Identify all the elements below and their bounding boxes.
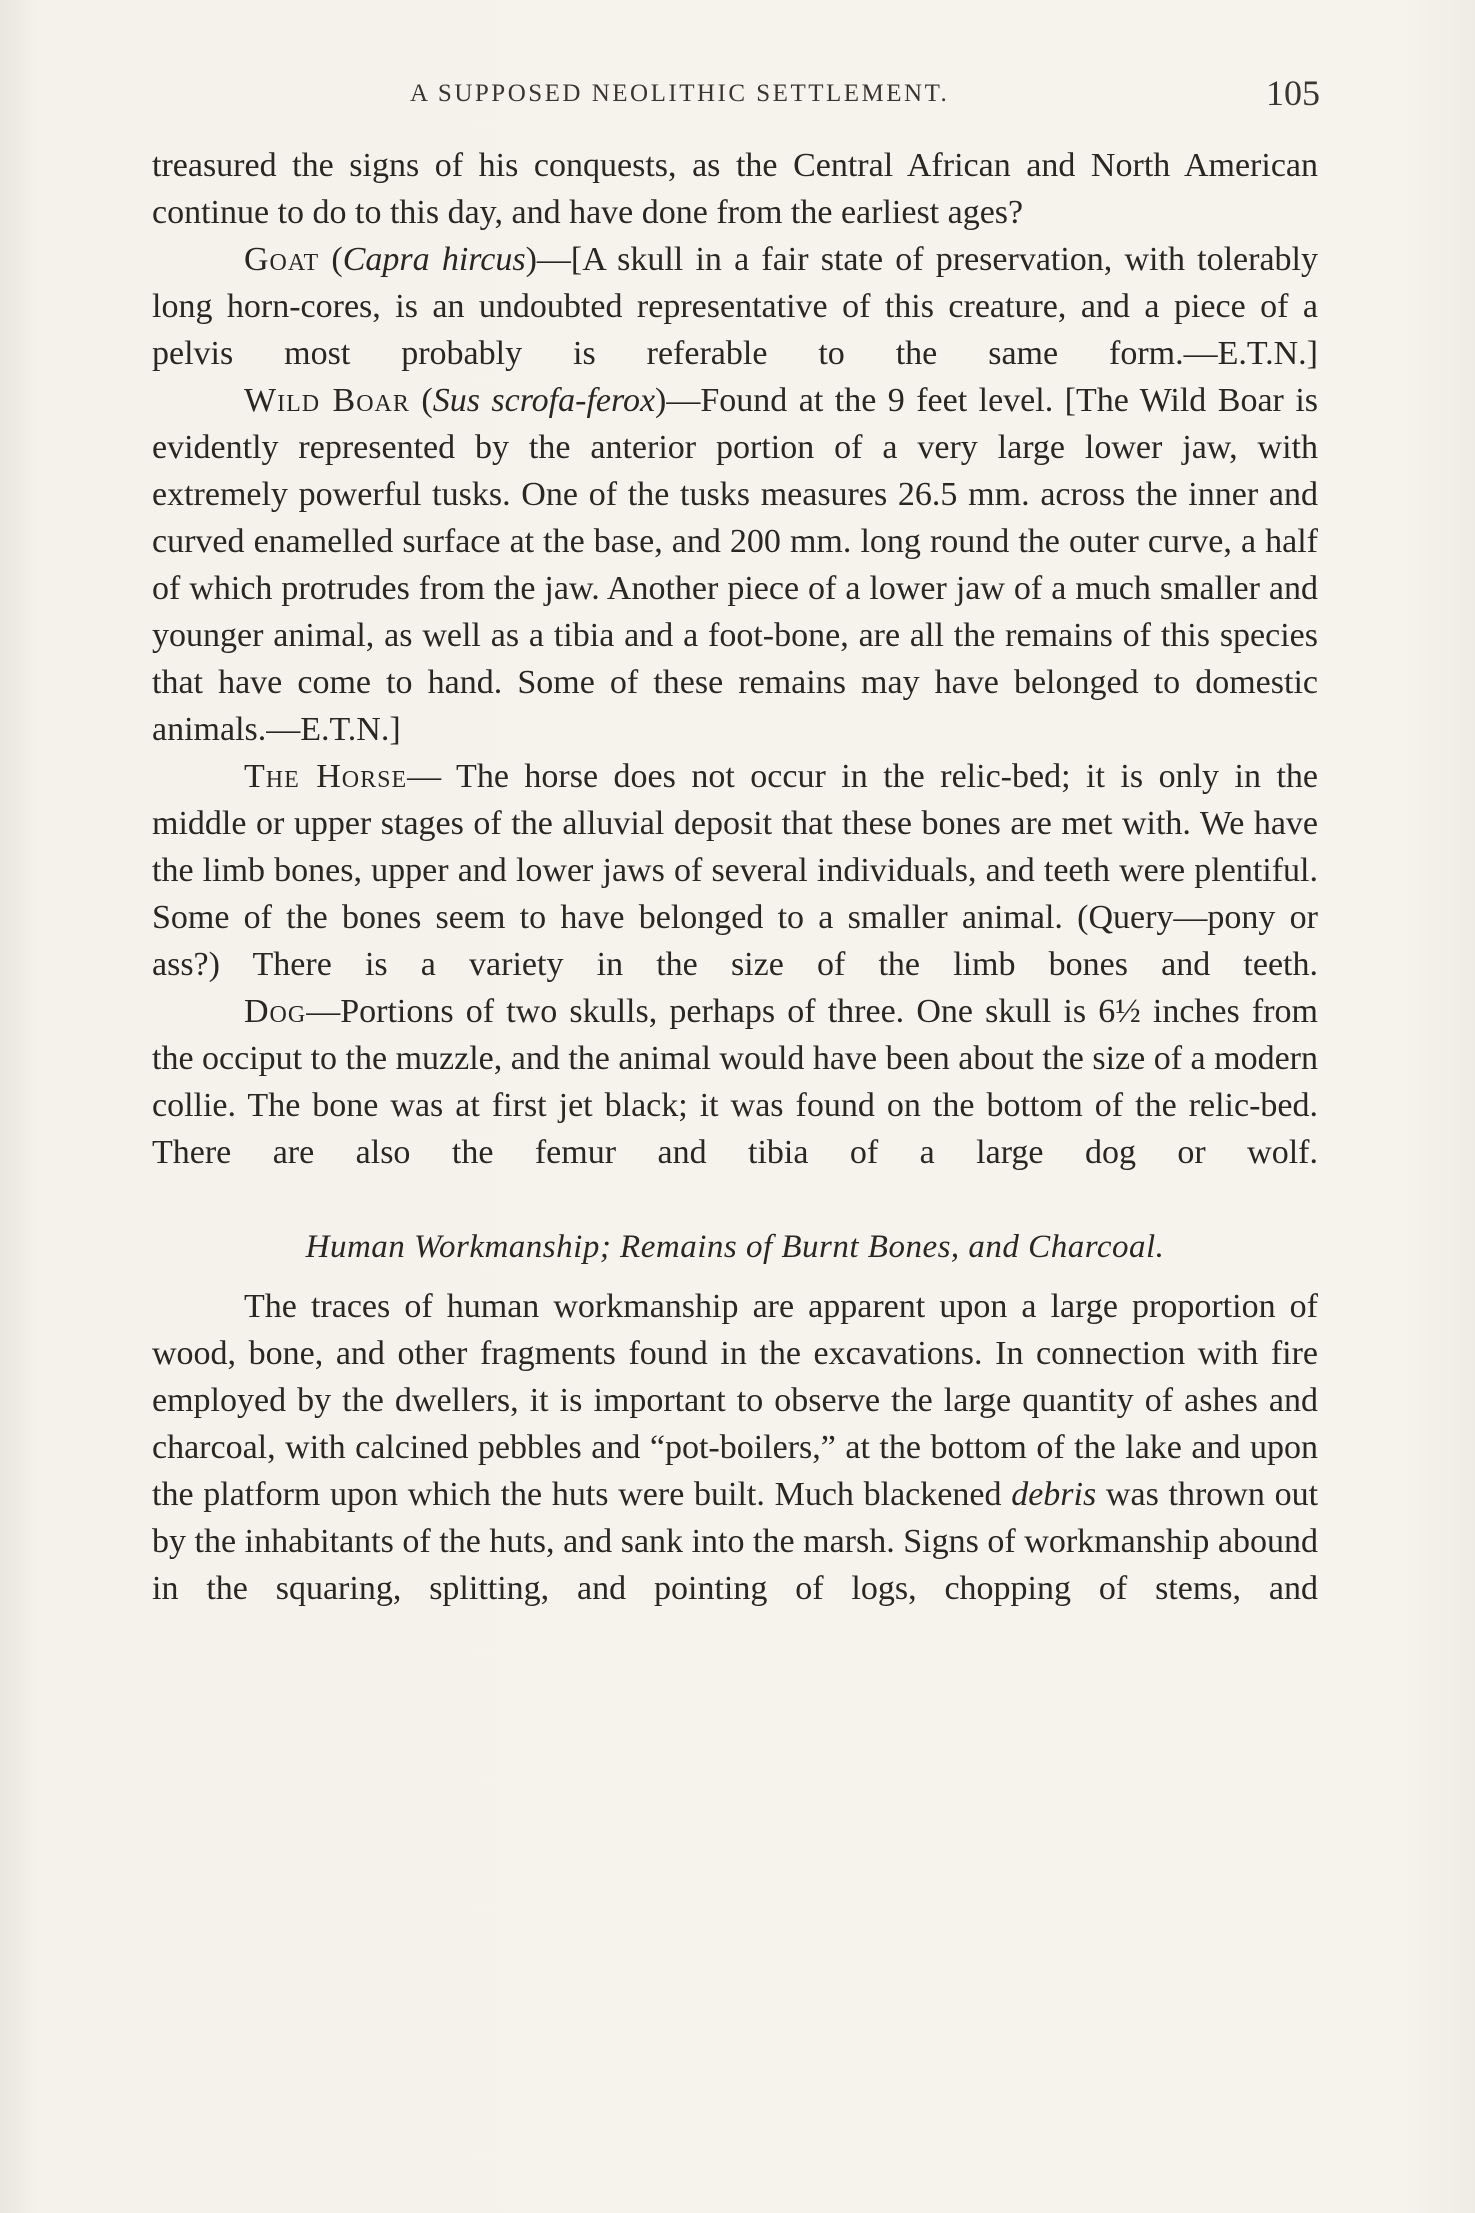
paragraph-workmanship — [152, 1283, 1318, 1612]
species-name-goat: Capra hircus — [342, 241, 526, 278]
paragraph-wild-boar: Wild Boar (Sus scrofa-ferox)—Found at the 9 feet level. [The Wild Boar is evidently represented by the anterior portion of a very large lower jaw, with extremely powerful tusks. One of the tusks measures 26.5 mm. across the inner and curved enamelled surface at the base, and 200 mm. long round the outer curve, a half of which protrudes from the jaw. Another piece of a lower jaw of a much smaller and younger animal, as well as a tibia and a foot-bone, are all the remains of this species that have come to hand. Some of these remains may have belonged to domestic animals.—E.T.N.] — [152, 382, 1319, 748]
workmanship-text-part1: The traces of human workmanship are apparent upon a large proportion of wood, bone, and other fragments found in the excavations. In connection with fire employed by the dwellers, it is important to observe the large quantity of ashes and charcoal, with calcined pebbles and “pot-boilers,” at the bottom of the lake and upon the platform upon which the huts were built. Much blackened — [152, 1288, 1318, 1513]
entry-text-horse: — The horse does not occur in the relic-bed; it is only in the middle or upper stages of the alluvial deposit that these bones are met with. We have the limb bones, upper and lower jaws of several individuals, and teeth were plentiful. Some of the bones seem to have belonged to a smaller animal. (Query—pony or ass?) There is a variety in the size of the limb bones and teeth. — [152, 758, 1319, 983]
paragraph-continuation: treasured the signs of his conquests, as the Central African and North American continue to do to this day, and have done from the earliest ages? — [152, 147, 1318, 231]
entry-text-goat: —[A skull in a fair state of preservation, with tolerably long horn-cores, is an undoubted representative of this creature, and a piece of a pelvis most probably is referable to the same form.—E.T.N.] — [152, 241, 1318, 372]
body-text — [152, 142, 1318, 1612]
paragraph-horse — [152, 753, 1318, 988]
entry-label-wild-boar: Wild Boar — [244, 382, 410, 419]
entry-label-goat: Goat — [244, 241, 320, 278]
running-head: A SUPPOSED NEOLITHIC SETTLEMENT. — [410, 80, 950, 107]
workmanship-debris-word: debris — [1011, 1476, 1097, 1513]
species-name-wild-boar: Sus scrofa-ferox — [432, 382, 656, 419]
section-gap — [152, 1176, 1318, 1206]
entry-text-wild-boar: —Found at the 9 feet level. [The Wild Boar is evidently represented by the anterior portion of a very large lower jaw, with extremely powerful tusks. One of the tusks measures 26.5 mm. across the inner and curved enamelled surface at the base, and 200 mm. long round the outer curve, a half of which protrudes from the jaw. Another piece of a lower jaw of a much smaller and younger animal, as well as a tibia and a foot-bone, are all the remains of this species that have come to hand. Some of these remains may have belonged to domestic animals.—E.T.N.] — [152, 382, 1319, 748]
section-subheading: Human Workmanship; Remains of Burnt Bones, and Charcoal. — [305, 1229, 1165, 1265]
page-header — [160, 72, 1320, 122]
paragraph-goat: Goat (Capra hircus)—[A skull in a fair state of preservation, with tolerably long horn-cores, is an undoubted representative of this creature, and a piece of a pelvis most probably is referable to the same form.—E.T.N.] — [152, 241, 1318, 372]
workmanship-text-part2: was thrown out by the inhabitants of the huts, and sank into the marsh. Signs of workmanship abound in the squaring, splitting, and pointing of logs, chopping of stems, and — [152, 1476, 1319, 1607]
entry-label-horse: The Horse — [244, 758, 408, 795]
page-number: 105 — [1266, 73, 1320, 113]
entry-text-dog: —Portions of two skulls, perhaps of three. One skull is 6½ inches from the occiput to the muzzle, and the animal would have been about the size of a modern collie. The bone was at first jet black; it was found on the bottom of the relic-bed. There are also the femur and tibia of a large dog or wolf. — [152, 993, 1318, 1171]
paragraph-dog — [152, 988, 1318, 1176]
entry-label-dog: Dog — [244, 993, 307, 1030]
